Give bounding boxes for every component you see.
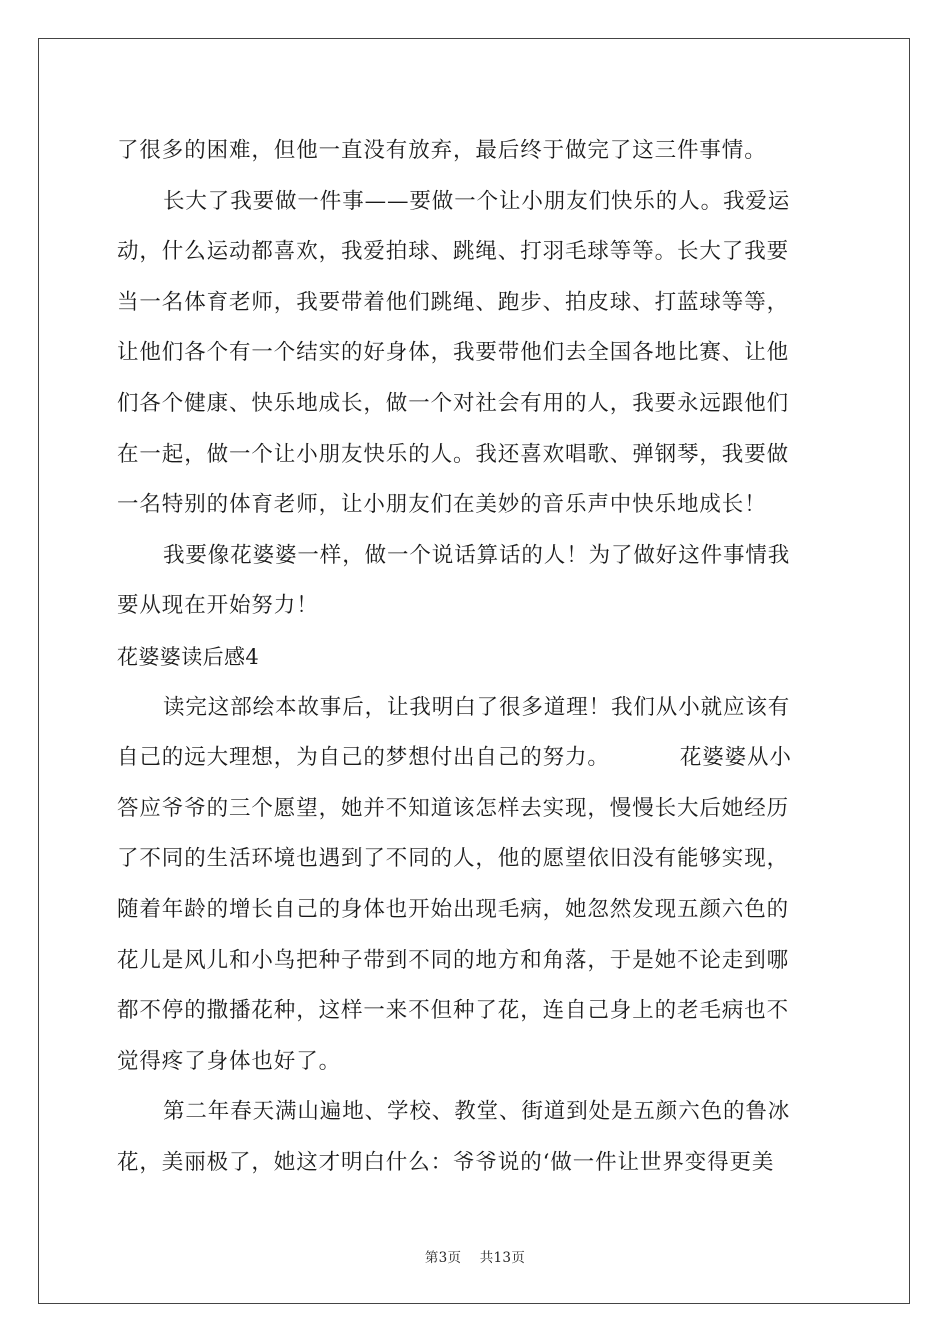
paragraph-line: 随着年龄的增长自己的身体也开始出现毛病，她忽然发现五颜六色的: [117, 896, 790, 922]
page-footer: [0, 1246, 950, 1266]
paragraph-line: 了很多的困难，但他一直没有放弃，最后终于做完了这三件事情。: [117, 138, 767, 163]
paragraph-line: 在一起，做一个让小朋友快乐的人。我还喜欢唱歌、弹钢琴，我要做: [117, 441, 790, 467]
page-number: 第3页: [424, 1250, 462, 1266]
paragraph-line: 们各个健康、快乐地成长，做一个对社会有用的人，我要永远跟他们: [117, 390, 790, 416]
paragraph-line: 一名特别的体育老师，让小朋友们在美妙的音乐声中快乐地成长！: [117, 492, 767, 518]
line-tail-text: 花婆婆从小: [679, 745, 792, 771]
paragraph-line: 当一名体育老师，我要带着他们跳绳、跑步、拍皮球、打蓝球等等，: [117, 289, 790, 315]
paragraph-line: 都不停的撒播花种，这样一来不但种了花，连自己身上的老毛病也不: [117, 998, 790, 1024]
paragraph-line: 读完这部绘本故事后，让我明白了很多道理！我们从小就应该有: [163, 694, 791, 720]
paragraph-line: 让他们各个有一个结实的好身体，我要带他们去全国各地比赛、让他: [117, 340, 790, 366]
paragraph-line: 第二年春天满山遍地、学校、教堂、街道到处是五颜六色的鲁冰: [163, 1099, 791, 1125]
paragraph-line: 要从现在开始努力！: [117, 593, 319, 619]
paragraph-line: 我要像花婆婆一样，做一个说话算话的人！为了做好这件事情我: [163, 542, 791, 568]
paragraph-line: [117, 733, 833, 784]
document-body: [117, 126, 833, 1188]
paragraph-line: 花，美丽极了，她这才明白什么：爷爷说的‘做一件让世界变得更美: [117, 1149, 775, 1175]
paragraph-line: 答应爷爷的三个愿望，她并不知道该怎样去实现，慢慢长大后她经历: [117, 795, 790, 821]
paragraph-line: 动，什么运动都喜欢，我爱拍球、跳绳、打羽毛球等等。长大了我要: [117, 239, 790, 265]
paragraph-line: 觉得疼了身体也好了。: [117, 1048, 342, 1074]
paragraph-line: 了不同的生活环境也遇到了不同的人，他的愿望依旧没有能够实现，: [117, 846, 790, 872]
page-total: 共13页: [479, 1250, 526, 1266]
paragraph-line: 花儿是风儿和小鸟把种子带到不同的地方和角落，于是她不论走到哪: [117, 947, 790, 973]
paragraph-line: 长大了我要做一件事——要做一个让小朋友们快乐的人。我爱运: [163, 188, 791, 214]
section-heading: 花婆婆读后感4: [117, 644, 260, 669]
line-text: 自己的远大理想，为自己的梦想付出自己的努力。: [117, 745, 610, 771]
